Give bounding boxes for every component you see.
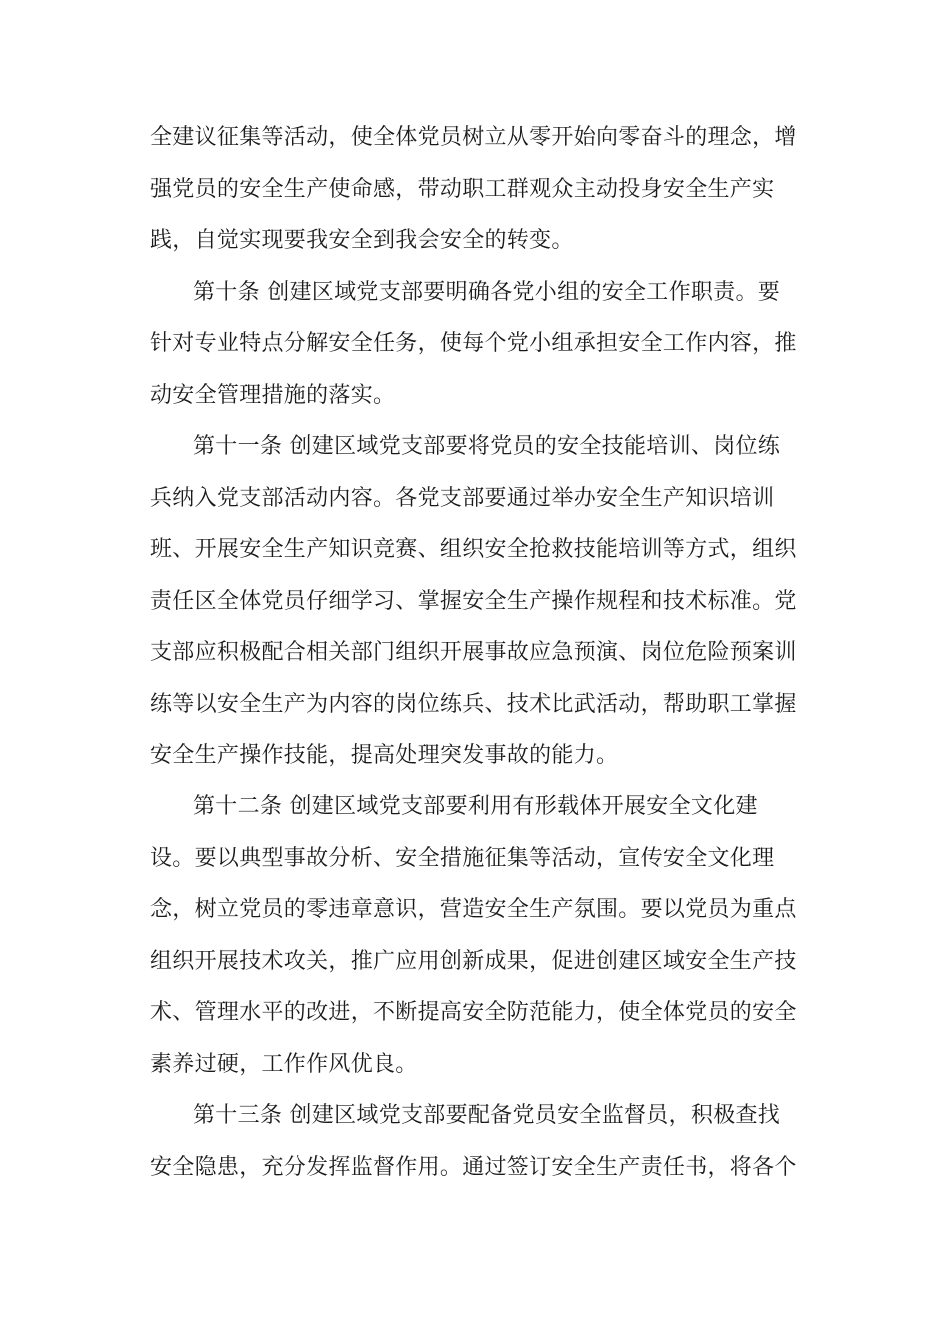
article-13-first-line: 第十三条 创建区域党支部要配备党员安全监督员，积极查找 [193,1103,781,1128]
article-12-first-line: 第十二条 创建区域党支部要利用有形载体开展安全文化建 [193,794,758,819]
text-line: 术、管理水平的改进，不断提高安全防范能力，使全体党员的安全 [150,1000,797,1025]
text-line: 念，树立党员的零违章意识，营造安全生产氛围。要以党员为重点 [150,897,797,922]
text-line: 组织开展技术攻关，推广应用创新成果，促进创建区域安全生产技 [150,949,797,974]
text-line: 全建议征集等活动，使全体党员树立从零开始向零奋斗的理念，增 [150,125,797,150]
text-line: 动安全管理措施的落实。 [150,383,396,408]
text-line: 兵纳入党支部活动内容。各党支部要通过举办安全生产知识培训 [150,486,775,511]
article-11-first-line: 第十一条 创建区域党支部要将党员的安全技能培训、岗位练 [193,434,781,459]
text-line: 安全生产操作技能，提高处理突发事故的能力。 [150,743,619,768]
text-line: 设。要以典型事故分析、安全措施征集等活动，宣传安全文化理 [150,846,775,871]
text-line: 素养过硬，工作作风优良。 [150,1052,418,1077]
text-line: 支部应积极配合相关部门组织开展事故应急预演、岗位危险预案训 [150,640,797,665]
text-line: 练等以安全生产为内容的岗位练兵、技术比武活动，帮助职工掌握 [150,692,797,717]
text-line: 责任区全体党员仔细学习、掌握安全生产操作规程和技术标准。党 [150,589,797,614]
text-line: 班、开展安全生产知识竞赛、组织安全抢救技能培训等方式，组织 [150,537,797,562]
text-line: 安全隐患，充分发挥监督作用。通过签订安全生产责任书，将各个 [150,1155,797,1180]
text-line: 践，自觉实现要我安全到我会安全的转变。 [150,228,574,253]
text-line: 强党员的安全生产使命感，带动职工群观众主动投身安全生产实 [150,177,775,202]
article-10-first-line: 第十条 创建区域党支部要明确各党小组的安全工作职责。要 [193,280,781,305]
text-line: 针对专业特点分解安全任务，使每个党小组承担安全工作内容，推 [150,331,797,356]
